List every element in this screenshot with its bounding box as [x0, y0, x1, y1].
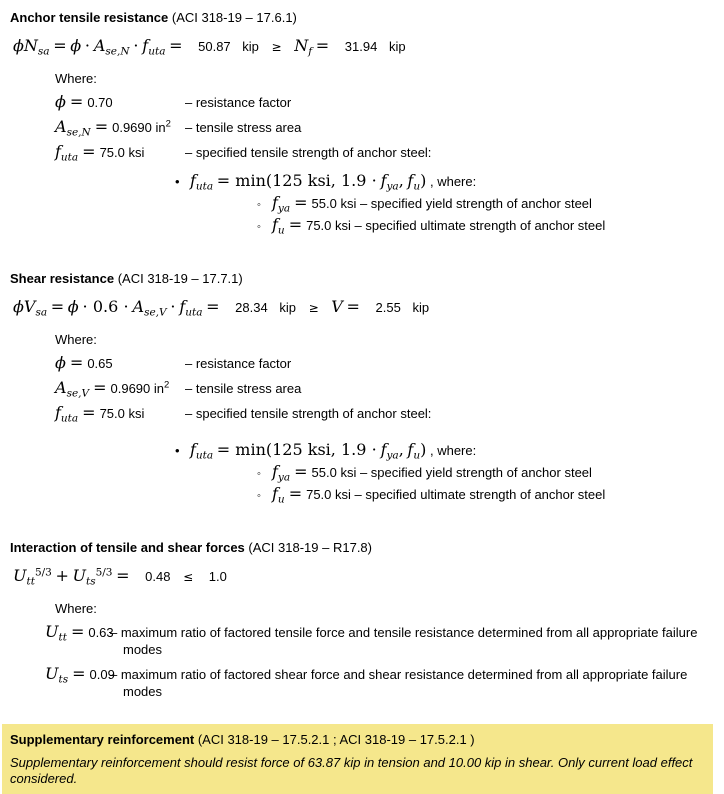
sub-bullet-list: [257, 462, 714, 506]
math-var: V: [331, 297, 343, 316]
math-op: =: [288, 484, 303, 503]
math-sub: uta: [195, 449, 214, 462]
math-var: f: [142, 36, 149, 55]
sub-bullet-content: [272, 462, 592, 482]
circle-bullet-icon: ◦: [257, 199, 261, 211]
symbol-value: [45, 664, 115, 686]
math-var: U: [72, 566, 86, 585]
math-op: =: [93, 378, 107, 397]
circle-bullet-icon: ◦: [257, 468, 261, 480]
math-sub: uta: [60, 151, 79, 164]
where-block: [45, 601, 714, 700]
section-code-reference: (ACI 318-19 – 17.6.1): [171, 10, 297, 25]
math-var: N: [294, 36, 309, 55]
math-sup: 5/3: [95, 566, 113, 579]
math-sub: sa: [37, 45, 50, 58]
math-var: A: [93, 36, 106, 55]
less-equal-sign: ≤: [183, 570, 194, 584]
value: 0.63: [88, 625, 114, 640]
symbol-value: [45, 622, 114, 644]
section-code-reference: (ACI 318-19 – 17.7.1): [117, 271, 243, 286]
math-var: ϕV: [13, 297, 36, 316]
math-sub: se,V: [66, 387, 90, 400]
math-var: f: [407, 440, 414, 459]
sub-bullet-fu: [257, 215, 714, 237]
value: 75.0 ksi: [99, 145, 145, 160]
math-var: ϕ: [55, 92, 66, 111]
description: – maximum ratio of factored tensile force and tensile resistance determined from all appropriate failure modes: [110, 625, 698, 657]
description: – tensile stress area: [185, 120, 302, 135]
sub-bullet-text: 75.0 ksi – specified ultimate strength of anchor steel: [306, 218, 606, 233]
sub-bullet-content: [272, 215, 605, 235]
math-op: ,: [398, 171, 404, 190]
demand-value: 31.94: [344, 39, 378, 54]
section-title-text: Interaction of tensile and shear forces: [10, 540, 245, 555]
math-sub: u: [413, 180, 421, 193]
math-op: =: [116, 566, 130, 585]
bullet-icon: •: [175, 174, 180, 189]
math-sub: sa: [35, 306, 48, 319]
math-var: f: [272, 193, 278, 212]
section-title: [10, 271, 714, 286]
resistance-unit: kip: [279, 300, 296, 315]
demand-value: 2.55: [375, 300, 401, 315]
math-op: =: [53, 36, 67, 55]
math-sub: ya: [386, 449, 399, 462]
math-sub: ya: [386, 180, 399, 193]
tensile-check-formula: [13, 34, 714, 59]
where-row-utt: [45, 623, 714, 658]
math-sub: ya: [277, 471, 291, 484]
footer-title: [10, 732, 705, 747]
math-var: U: [45, 622, 59, 641]
bullet-list: [175, 170, 714, 237]
math-sub: u: [277, 493, 285, 506]
math-op: =: [288, 215, 303, 234]
sub-bullet-fya: [257, 462, 714, 484]
section-interaction: [10, 540, 714, 700]
bullet-list: [175, 439, 714, 506]
math-sub: tt: [26, 575, 35, 588]
math-op: =: [294, 462, 308, 481]
math-op: ): [420, 171, 427, 190]
math-var: ϕ: [67, 297, 79, 316]
sub-bullet-list: [257, 193, 714, 237]
section-title-text: Anchor tensile resistance: [10, 10, 169, 25]
section-anchor-tensile-resistance: [10, 10, 714, 237]
value: 75.0 ksi: [99, 406, 145, 421]
where-row-area: [55, 378, 714, 400]
math-var: U: [45, 664, 59, 683]
footer-title-text: Supplementary reinforcement: [10, 732, 195, 747]
where-block: [55, 71, 714, 164]
math-var: A: [55, 378, 67, 397]
math-var: f: [179, 297, 186, 316]
limit-value: 1.0: [208, 569, 227, 584]
section-shear-resistance: [10, 271, 714, 506]
symbol-value: [55, 403, 185, 425]
sub-bullet-content: [272, 484, 605, 504]
math-var: f: [380, 171, 387, 190]
value-sup: 2: [165, 118, 171, 130]
math-sub: ts: [58, 673, 69, 686]
math-op: ⋅ 0.6 ⋅: [82, 297, 129, 316]
sub-bullet-content: [272, 193, 592, 213]
value: 0.9690 in: [110, 381, 164, 396]
circle-bullet-icon: ◦: [257, 221, 261, 233]
math-sub: tt: [58, 631, 67, 644]
math-sub: uta: [195, 180, 214, 193]
description: – resistance factor: [185, 95, 292, 110]
shear-check-formula: [13, 295, 714, 320]
math-op: =: [169, 36, 183, 55]
where-label: Where:: [55, 71, 97, 86]
description: – specified tensile strength of anchor steel:: [185, 406, 432, 421]
math-op: =: [206, 297, 220, 316]
math-sub: ya: [277, 202, 291, 215]
math-op: ⋅: [133, 36, 139, 55]
math-sub: uta: [60, 412, 79, 425]
where-row-phi: [55, 354, 714, 372]
bullet-content: [190, 170, 476, 193]
utilization-value: 0.48: [145, 569, 171, 584]
description: – tensile stress area: [185, 381, 302, 396]
sub-bullet-text: 55.0 ksi – specified yield strength of anchor steel: [311, 465, 592, 480]
greater-equal-sign: ≥: [271, 40, 282, 54]
math-var: f: [272, 462, 278, 481]
math-var: U: [13, 566, 27, 585]
math-op: =: [69, 92, 84, 111]
math-var: A: [55, 117, 67, 136]
math-sup: 5/3: [34, 566, 52, 579]
bullet-tail: , where:: [429, 443, 477, 458]
where-row-futa: [55, 403, 714, 425]
bullet-icon: •: [175, 443, 180, 458]
where-row-futa: [55, 142, 714, 164]
math-op: ,: [398, 440, 404, 459]
math-var: f: [272, 484, 278, 503]
math-var: f: [272, 215, 278, 234]
math-op: =: [315, 36, 330, 55]
sub-bullet-text: 75.0 ksi – specified ultimate strength of anchor steel: [306, 487, 606, 502]
section-title-text: Shear resistance: [10, 271, 115, 286]
symbol-value: [55, 117, 185, 139]
resistance-unit: kip: [242, 39, 259, 54]
math-var: ϕ: [55, 353, 66, 372]
math-sub: u: [277, 224, 285, 237]
footer-code-reference: (ACI 318-19 – 17.5.2.1 ; ACI 318-19 – 17.5.2.1 ): [197, 732, 475, 747]
math-var: A: [132, 297, 145, 316]
math-op: =: [82, 142, 96, 161]
section-code-reference: (ACI 318-19 – R17.8): [248, 540, 372, 555]
footer-message: Supplementary reinforcement should resist force of 63.87 kip in tension and 10.00 kip in shear. Only current load effect considered.: [10, 755, 693, 786]
where-label: Where:: [55, 332, 97, 347]
math-sub: se,N: [105, 45, 130, 58]
circle-bullet-icon: ◦: [257, 490, 261, 502]
math-op: ⋅: [170, 297, 176, 316]
math-var: f: [55, 142, 61, 161]
math-var: f: [190, 171, 196, 190]
resistance-value: 28.34: [235, 300, 268, 315]
bullet-tail: , where:: [429, 174, 477, 189]
math-sub: u: [413, 449, 421, 462]
where-label: Where:: [55, 601, 97, 616]
supplementary-reinforcement-note: [2, 724, 713, 794]
where-row-area: [55, 117, 714, 139]
math-sub: ts: [85, 575, 96, 588]
math-var: ϕN: [13, 36, 38, 55]
math-op: +: [55, 566, 69, 585]
sub-bullet-fu: [257, 484, 714, 506]
where-block: [55, 332, 714, 425]
math-var: f: [190, 440, 196, 459]
demand-unit: kip: [412, 300, 430, 315]
symbol-value: [55, 378, 185, 400]
description: – maximum ratio of factored shear force and shear resistance determined from all appropriate failure modes: [110, 667, 688, 699]
value-sup: 2: [164, 379, 170, 391]
interaction-formula: [13, 564, 714, 589]
math-var: ϕ: [70, 36, 82, 55]
greater-equal-sign: ≥: [308, 301, 319, 315]
math-op: =: [50, 297, 65, 316]
bullet-item-futa-min: [175, 170, 714, 193]
math-op: ⋅: [84, 36, 91, 55]
symbol-value: [55, 142, 185, 164]
demand-unit: kip: [388, 39, 406, 54]
sub-bullet-text: 55.0 ksi – specified yield strength of anchor steel: [311, 196, 592, 211]
math-sub: se,V: [144, 306, 167, 319]
value: 0.09: [89, 667, 115, 682]
symbol-value: [55, 93, 185, 111]
section-title: [10, 10, 714, 25]
math-var: f: [407, 171, 414, 190]
math-sub: f: [308, 45, 313, 58]
math-op: =: [72, 664, 86, 683]
math-op: =: [82, 403, 96, 422]
math-op: =: [69, 353, 84, 372]
value: 0.65: [87, 356, 113, 371]
math-var: f: [380, 440, 387, 459]
value: 0.9690 in: [112, 120, 166, 135]
where-row-phi: [55, 93, 714, 111]
math-op: =: [346, 297, 360, 316]
math-sub: uta: [185, 306, 203, 319]
bullet-item-futa-min: [175, 439, 714, 462]
math-op: = min(125 ksi, 1.9 ⋅: [216, 440, 377, 459]
section-title: [10, 540, 714, 555]
math-op: =: [294, 193, 308, 212]
bullet-content: [190, 439, 476, 462]
resistance-value: 50.87: [198, 39, 231, 54]
math-op: = min(125 ksi, 1.9 ⋅: [216, 171, 377, 190]
math-op: =: [70, 622, 85, 641]
where-row-uts: [45, 665, 714, 700]
math-sub: uta: [148, 45, 166, 58]
sub-bullet-fya: [257, 193, 714, 215]
value: 0.70: [87, 95, 113, 110]
math-sub: se,N: [66, 126, 91, 139]
symbol-value: [55, 354, 185, 372]
description: – resistance factor: [185, 356, 292, 371]
math-op: =: [94, 117, 109, 136]
math-var: f: [55, 403, 61, 422]
math-op: ): [420, 440, 427, 459]
description: – specified tensile strength of anchor steel:: [185, 145, 432, 160]
